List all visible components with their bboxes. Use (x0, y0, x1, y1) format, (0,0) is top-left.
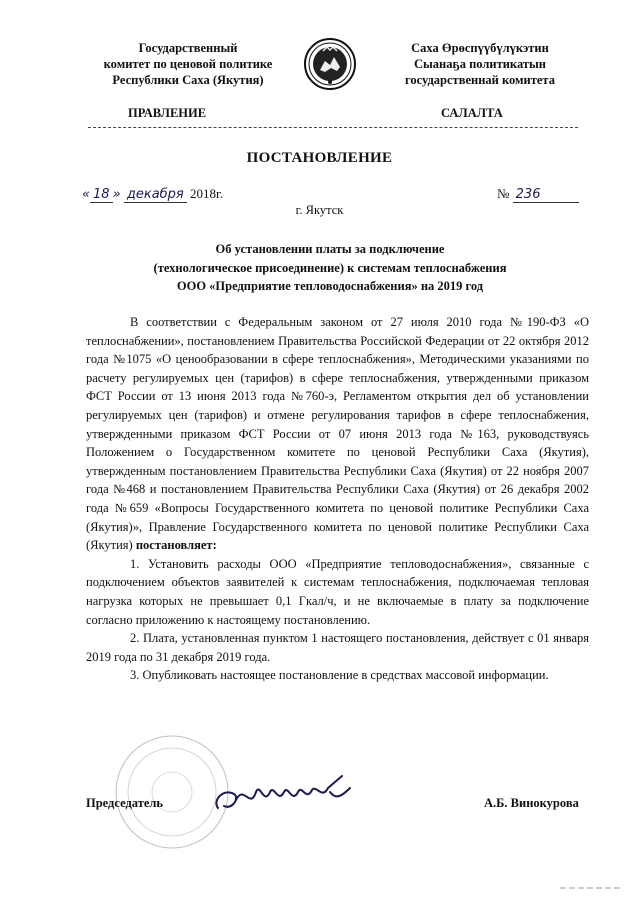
preamble-paragraph (86, 313, 589, 555)
board-label-ru: ПРАВЛЕНИЕ (128, 106, 207, 120)
header-left (68, 40, 308, 88)
subject-line: ООО «Предприятие тепловодоснабжения» на 2019 год (176, 279, 484, 293)
list-item: 3. Опубликовать настоящее постановление в средствах массовой информации. (130, 668, 549, 683)
number-value: 236 (513, 187, 579, 203)
header-left-line: Государственный (138, 41, 238, 55)
date-month: декабря (124, 187, 187, 203)
header-right-line: Сыанаҕа политикатын (414, 57, 546, 71)
date-quote-open: « (82, 187, 91, 202)
coat-of-arms-icon (303, 37, 357, 91)
list-item: 1. Установить расходы ООО «Предприятие тепловодоснабжения», связанные с подключением объектов заявителей к системам теплоснабжения, подключаемая тепловая нагрузка которых не превышает 0,1 Гкал/ч, и не включаемые в плату за подключение согласно приложению к настоящему постановлению. (86, 556, 589, 627)
document-subject (60, 240, 600, 296)
list-item: 2. Плата, установленная пунктом 1 настоящего постановления, действует с 01 января 2019 года по 31 декабря 2019 года. (86, 631, 589, 664)
header-right-line: Саха Өрөспүүбүлүкэтин (411, 41, 549, 55)
signer-position: Председатель (86, 796, 164, 810)
date-year: 2018г. (190, 186, 224, 201)
document-number (497, 186, 579, 203)
document-type-title: ПОСТАНОВЛЕНИЕ (246, 150, 393, 166)
number-prefix: № (497, 186, 510, 201)
subject-line: Об установлении платы за подключение (215, 242, 445, 256)
header-left-line: Республики Саха (Якутия) (112, 73, 264, 87)
header-divider (88, 127, 578, 128)
board-label-sakha: САЛАЛТА (441, 106, 503, 120)
subject-line: (технологическое присоединение) к системам теплоснабжения (153, 260, 507, 275)
header-right (360, 40, 600, 88)
date-day: 18 (90, 187, 113, 203)
document-city: г. Якутск (295, 203, 344, 217)
handwritten-signature (210, 770, 360, 820)
document-body (86, 313, 589, 685)
header-right-line: государственнай комитета (405, 73, 555, 87)
header-left-line: комитет по ценовой политике (103, 57, 273, 71)
scan-artifact (560, 886, 620, 890)
date-quote-close: » (112, 187, 121, 202)
document-date (82, 186, 223, 203)
preamble-text: В соответствии с Федеральным законом от 27 июля 2010 года №190-ФЗ «О теплоснабжении», постановлением Правительства Российской Федерации от 22 октября 2012 года №1075 «О ценообразовании в сфере теплоснабжения», Методическими указаниями по расчету регулируемых цен (тарифов) в сфере теплоснабжения, утвержденными приказом ФСТ России от 13 июня 2013 года №760-э, Регламентом открытия дел об установлении регулируемых цен (тарифов) и отмене регулирования тарифов в сфере теплоснабжения, утвержденными приказом ФСТ России от 07 июня 2013 года №163, руководствуясь Положением о Государственном комитете по ценовой Республики Саха (Якутия), утвержденным постановлением Правительства Республики Саха (Якутия) от 22 ноября 2007 года №468 и постановлением Правительства Республики Саха (Якутия) от 26 декабря 2002 года №659 «Вопросы Государственного комитета по ценовой политике Республики Саха (Якутия)», Правление Государственного комитета по ценовой политике Республики Саха (Якутия) (86, 315, 589, 553)
signer-name: А.Б. Винокурова (484, 796, 579, 810)
resolves-word: постановляет: (135, 538, 217, 553)
